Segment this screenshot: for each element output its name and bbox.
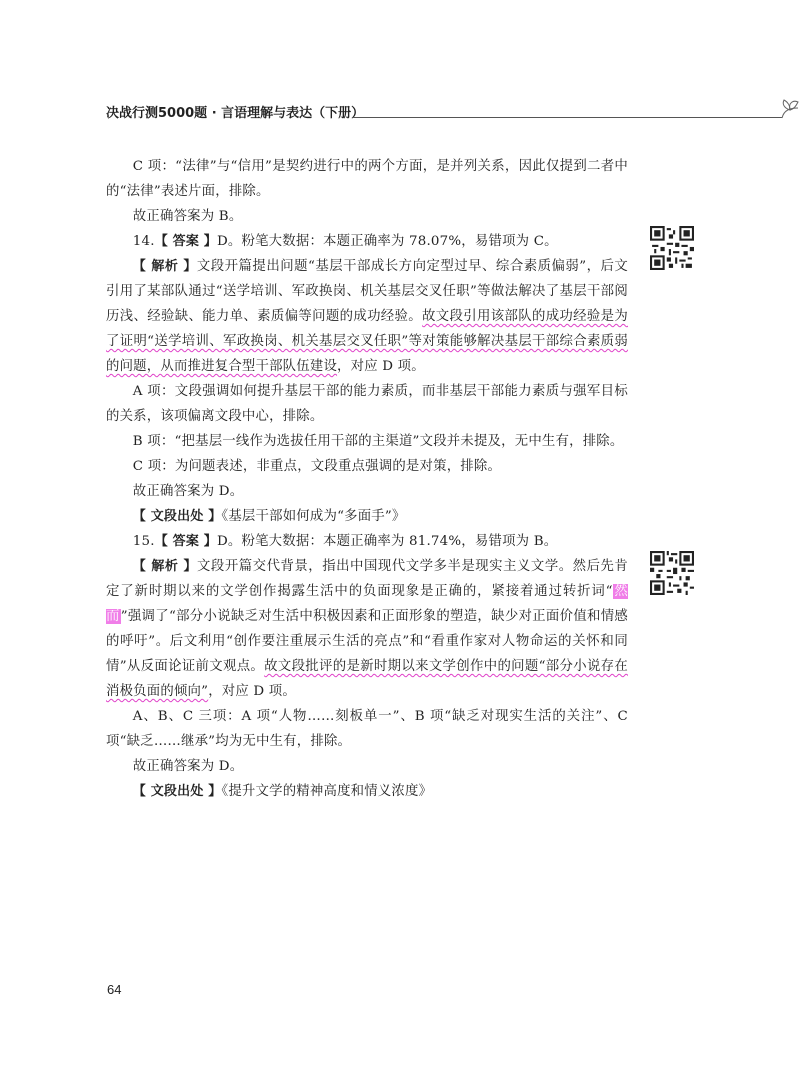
- answer-line-14: [106, 229, 628, 254]
- qr-code-icon[interactable]: [650, 551, 694, 595]
- answer-label: 【 答案 】: [154, 234, 217, 249]
- conclusion: 故正确答案为 D。: [132, 759, 244, 774]
- analysis-paragraph-15: [106, 554, 628, 704]
- source-text: 《提升文学的精神高度和情义浓度》: [221, 784, 433, 799]
- question-number: 15.: [132, 534, 155, 549]
- analysis-text: ，对应 D 项。: [337, 359, 425, 374]
- options-abc-explanation: A、B、C 三项：A 项“人物……刻板单一”、B 项“缺乏对现实生活的关注”、C 项“缺乏……继承”均为无中生有，排除。: [106, 709, 628, 749]
- underlined-key-sentence: 故文段批评的是新时期以来文学创作中的问题“部分小说存在消极负面的倾向”: [106, 659, 628, 699]
- analysis-label: 【 解析 】: [132, 559, 197, 574]
- book-title: 决战行测5000题 · 言语理解与表达（下册）: [106, 106, 365, 121]
- source-label: 【 文段出处 】: [132, 784, 222, 799]
- page-content: [106, 154, 628, 804]
- analysis-text: ”强调了“部分小说缺乏对生活中积极因素和正面形象的塑造，缺少对正面价值和情感的呼吁”。后文利用“创作要注重展示生活的亮点”和“看重作家对人物命运的关怀和同情”从反面论证前文观点。: [106, 609, 628, 674]
- highlighted-word: 然而: [106, 584, 628, 624]
- question-number: 14.: [132, 234, 155, 249]
- answer-text: D。粉笔大数据：本题正确率为 78.07%，易错项为 C。: [216, 234, 558, 249]
- source-label: 【 文段出处 】: [132, 509, 222, 524]
- underlined-key-sentence: 故文段引用该部队的成功经验是为了证明“送学培训、军政换岗、机关基层交叉任职”等对策能够解决基层干部综合素质弱的问题，从而推进复合型干部队伍建设: [106, 309, 628, 374]
- option-b-explanation: B 项：“把基层一线作为选拔任用干部的主渠道”文段并未提及，无中生有，排除。: [132, 434, 624, 449]
- conclusion: 故正确答案为 D。: [132, 484, 244, 499]
- answer-line-15: [106, 529, 628, 554]
- answer-label: 【 答案 】: [154, 534, 217, 549]
- analysis-text: 文段开篇交代背景，指出中国现代文学多半是现实主义文学。然后先肯定了新时期以来的文学创作揭露生活中的负面现象是正确的，紧接着通过转折词“: [106, 559, 628, 599]
- analysis-label: 【 解析 】: [132, 259, 197, 274]
- sprout-icon: [778, 96, 800, 122]
- source-text: 《基层干部如何成为“多面手”》: [221, 509, 406, 524]
- qr-code-icon[interactable]: [650, 226, 694, 270]
- running-header: [106, 104, 696, 132]
- page-number: 64: [107, 982, 122, 997]
- source-line-14: [106, 504, 628, 529]
- header-rule: [352, 117, 782, 118]
- option-c-explanation: C 项：为问题表述，非重点，文段重点强调的是对策，排除。: [132, 459, 502, 474]
- analysis-text: ，对应 D 项。: [208, 684, 296, 699]
- paragraph: 故正确答案为 B。: [132, 209, 243, 224]
- paragraph: C 项：“法律”与“信用”是契约进行中的两个方面，是并列关系，因此仅提到二者中的“法律”表述片面，排除。: [106, 159, 628, 199]
- answer-text: D。粉笔大数据：本题正确率为 81.74%，易错项为 B。: [216, 534, 558, 549]
- analysis-text: 文段开篇提出问题“基层干部成长方向定型过早、综合素质偏弱”，后文引用了某部队通过“送学培训、军政换岗、机关基层交叉任职”等做法解决了基层干部阅历浅、经验缺、能力单、素质偏等问题的成功经验。: [106, 259, 628, 324]
- option-a-explanation: A 项：文段强调如何提升基层干部的能力素质，而非基层干部能力素质与强军目标的关系，该项偏离文段中心，排除。: [106, 384, 628, 424]
- source-line-15: [106, 779, 628, 804]
- analysis-paragraph-14: [106, 254, 628, 379]
